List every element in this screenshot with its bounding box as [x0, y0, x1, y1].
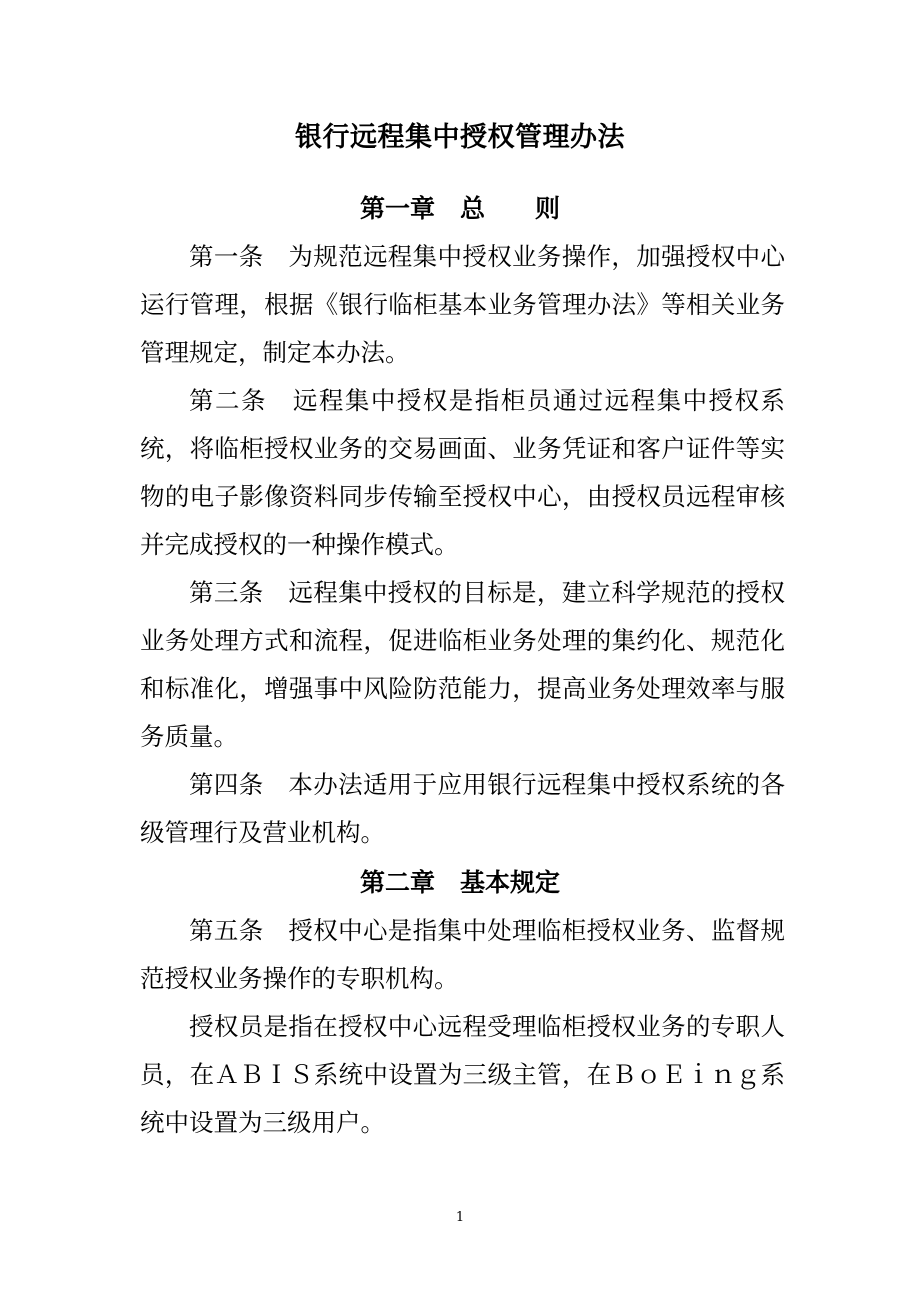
chapter-heading: 第二章 基本规定 — [359, 868, 560, 897]
article-number: 第三条 — [189, 578, 289, 607]
article-paragraph — [140, 377, 785, 569]
article-paragraph — [140, 907, 785, 1003]
article-text: 授权员是指在授权中心远程受理临柜授权业务的专职人员，在ＡＢＩＳ系统中设置为三级主管，在ＢｏＥｉｎｇ系统中设置为三级用户。 — [140, 1012, 785, 1137]
article-number: 第二条 — [189, 386, 293, 415]
article-text: 远程集中授权是指柜员通过远程集中授权系统，将临柜授权业务的交易画面、业务凭证和客户证件等实物的电子影像资料同步传输至授权中心，由授权员远程审核并完成授权的一种操作模式。 — [140, 386, 786, 559]
article-text: 为规范远程集中授权业务操作，加强授权中心运行管理，根据《银行临柜基本业务管理办法》等相关业务管理规定，制定本办法。 — [140, 242, 786, 367]
article-number: 第四条 — [189, 770, 289, 799]
document-title: 银行远程集中授权管理办法 — [295, 122, 625, 153]
article-number: 第五条 — [189, 916, 289, 945]
article-paragraph — [140, 1003, 785, 1147]
article-paragraph — [140, 761, 785, 857]
article-paragraph — [140, 233, 785, 377]
article-paragraph — [140, 569, 785, 761]
article-text: 授权中心是指集中处理临柜授权业务、监督规范授权业务操作的专职机构。 — [140, 916, 786, 993]
chapter-heading: 第一章 总 则 — [359, 194, 560, 223]
article-text: 远程集中授权的目标是，建立科学规范的授权业务处理方式和流程，促进临柜业务处理的集约化、规范化和标准化，增强事中风险防范能力，提高业务处理效率与服务质量。 — [140, 578, 786, 751]
article-number: 第一条 — [189, 242, 289, 271]
article-text: 本办法适用于应用银行远程集中授权系统的各级管理行及营业机构。 — [140, 770, 786, 847]
page-number: 1 — [455, 1210, 465, 1225]
